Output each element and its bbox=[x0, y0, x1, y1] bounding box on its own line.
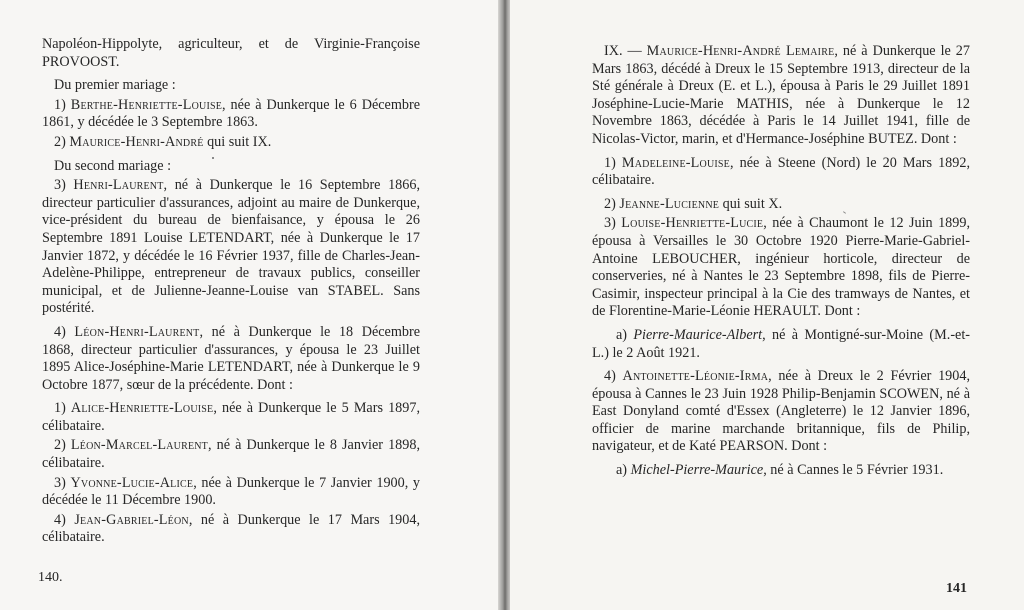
entry-grandchild-2: 2) Léon-Marcel-Laurent, né à Dunkerque le 8 Janvier 1898, célibataire. bbox=[42, 437, 420, 472]
left-page bbox=[0, 0, 500, 610]
entry-grandchild-3a: a) Pierre-Maurice-Albert, né à Montigné-sur-Moine (M.-et-L.) le 2 Août 1921. bbox=[592, 326, 971, 361]
entry-child-4: 4) Léon-Henri-Laurent, né à Dunkerque le 18 Décembre 1868, directeur particulier d'assurances, y épousa le 23 Juillet 1895 Alice-Joséphine-Marie LETENDART, née à Dunkerque le 9 Octobre 1877, sœur de la précédente. Dont : bbox=[42, 323, 421, 393]
entry-grandchild-3: 3) Yvonne-Lucie-Alice, née à Dunkerque le 7 Janvier 1900, y décédée le 11 Décembre 1900. bbox=[42, 474, 421, 509]
entry-grandchild-4: 4) Jean-Gabriel-Léon, né à Dunkerque le 17 Mars 1904, célibataire. bbox=[42, 511, 421, 546]
entry-child-1: 1) Madeleine-Louise, née à Steene (Nord) le 20 Mars 1892, célibataire. bbox=[592, 154, 971, 189]
entry-child-4: 4) Antoinette-Léonie-Irma, née à Dreux le 2 Février 1904, épousa à Cannes le 23 Juin 1928 Philip-Benjamin SCOWEN, né à East Donyland comté d'Essex (Angleterre) le 12 Janvier 1896, officier de marine marchande britannique, fils de Philip, navigateur, et de Katé PEARSON. Dont : bbox=[592, 368, 970, 455]
entry-child-2: 2) Maurice-Henri-André qui suit IX. bbox=[54, 133, 272, 150]
entry-grandchild-4a: a) Michel-Pierre-Maurice, né à Cannes le 5 Février 1931. bbox=[616, 462, 944, 479]
heading-second-marriage: Du second mariage : bbox=[54, 157, 172, 174]
entry-generation-ix: IX. — Maurice-Henri-André Lemaire, né à Dunkerque le 27 Mars 1863, décédé à Dreux le 15 Septembre 1913, directeur de la Sté générale à Dreux (E. et L.), épousa à Paris le 29 Juillet 1891 Joséphine-Lucie-Marie MATHIS, née à Dunkerque le 12 Novembre 1863, décédée à Paris le 14 Juillet 1941, fille de Nicolas-Victor, marin, et d'Hermance-Joséphine BUTEZ. Dont : bbox=[592, 43, 970, 147]
entry-child-1: 1) Berthe-Henriette-Louise, née à Dunkerque le 6 Décembre 1861, y décédée le 3 Septembre 1863. bbox=[42, 96, 421, 131]
left-page-text bbox=[42, 36, 420, 549]
entry-grandchild-1: 1) Alice-Henriette-Louise, née à Dunkerque le 5 Mars 1897, célibataire. bbox=[42, 400, 420, 434]
page-number-right: 141 bbox=[946, 581, 967, 596]
entry-child-2: 2) Jeanne-Lucienne qui suit X. bbox=[604, 195, 783, 212]
entry-child-3: 3) Henri-Laurent, né à Dunkerque le 16 Septembre 1866, directeur particulier d'assurances, adjoint au maire de Dunkerque, vice-président du bureau de bienfaisance, y épousa le 26 Septembre 1891 Louise LETENDART, née à Dunkerque le 17 Janvier 1872, y décédée le 16 Février 1937, fille de Charles-Jean-Adelène-Philippe, entrepreneur de travaux publics, conseiller municipal, et de Julienne-Jeanne-Louise van STABEL. Sans postérité. bbox=[42, 177, 420, 317]
heading-first-marriage: Du premier mariage : bbox=[54, 77, 176, 94]
scan-speck bbox=[212, 157, 214, 159]
paragraph-parents: Napoléon-Hippolyte, agriculteur, et de Virginie-Françoise PROVOOST. bbox=[42, 36, 420, 70]
page-number-left: 140. bbox=[38, 570, 63, 585]
right-page-text bbox=[592, 43, 970, 486]
entry-child-3: 3) Louise-Henriette-Lucie, née à Chaumont le 12 Juin 1899, épousa à Versailles le 30 Octobre 1920 Pierre-Marie-Gabriel-Antoine LEBOUCHER, ingénieur horticole, directeur de conserveries, né à Nantes le 23 Septembre 1898, fils de Pierre-Casimir, inspecteur principal à la Cie des tramways de Nantes, et de Florentine-Marie-Léonie HERAULT. Dont : bbox=[592, 215, 970, 320]
